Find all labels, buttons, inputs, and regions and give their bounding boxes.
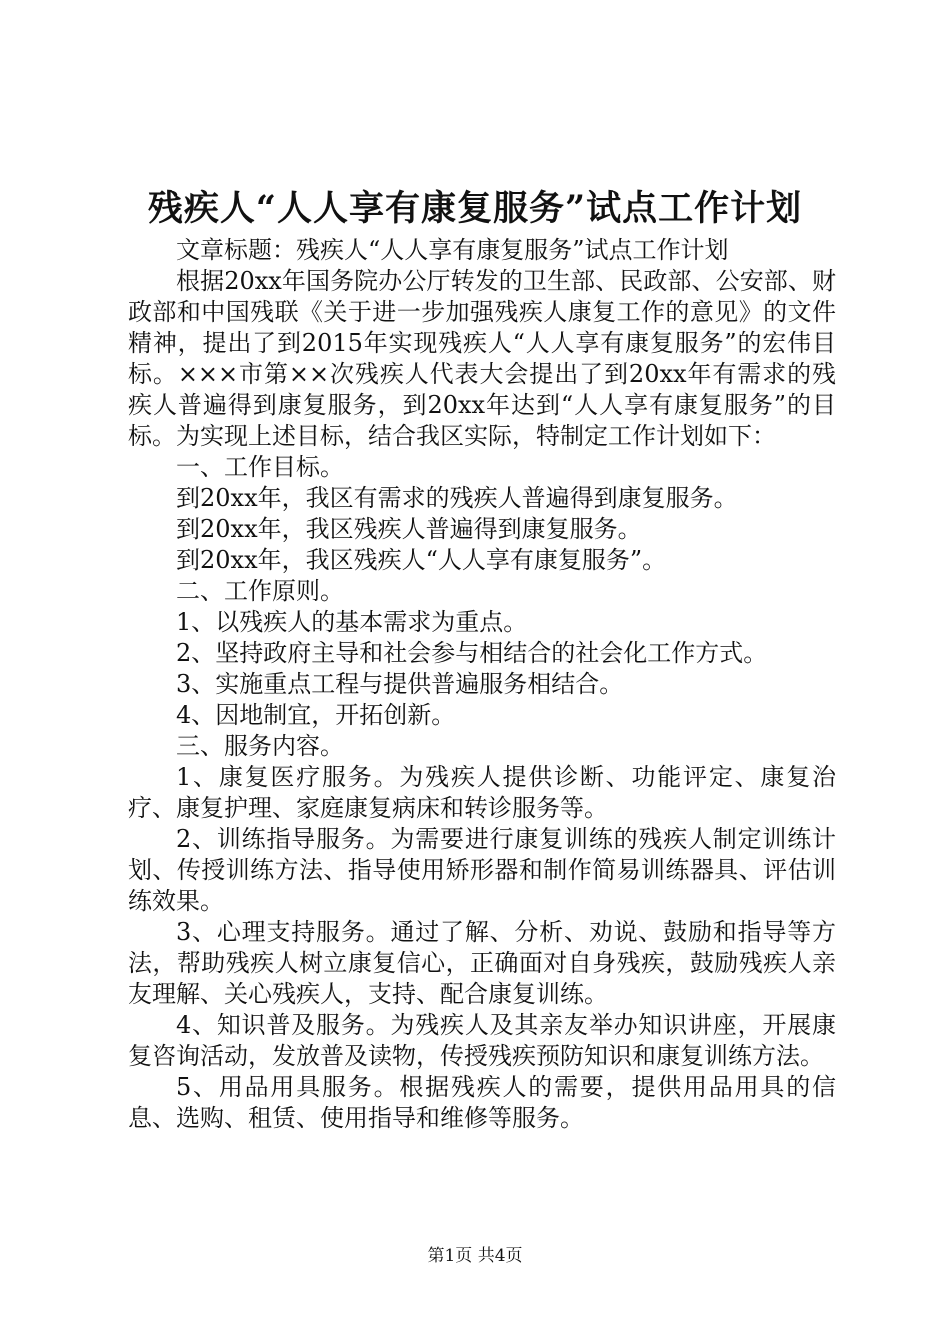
paragraph-service-5: 5、用品用具服务。根据残疾人的需要，提供用品用具的信息、选购、租赁、使用指导和维修等服务。 — [128, 1073, 836, 1132]
heading-service-content: 三、服务内容。 — [176, 732, 344, 760]
paragraph-intro: 根据20xx年国务院办公厅转发的卫生部、民政部、公安部、财政部和中国残联《关于进一步加强残疾人康复工作的意见》的文件精神，提出了到2015年实现残疾人“人人享有康复服务”的宏伟目标。×××市第××次残疾人代表大会提出了到20xx年有需求的残疾人普遍得到康复服务，到20xx年达到“人人享有康复服务”的目标。为实现上述目标，结合我区实际，特制定工作计划如下： — [128, 267, 836, 450]
document-body — [128, 235, 836, 1134]
paragraph-principle-1: 1、以残疾人的基本需求为重点。 — [176, 608, 528, 636]
paragraph-service-1: 1、康复医疗服务。为残疾人提供诊断、功能评定、康复治疗、康复护理、家庭康复病床和转诊服务等。 — [128, 763, 836, 822]
paragraph-principle-4: 4、因地制宜，开拓创新。 — [176, 701, 456, 729]
paragraph-principle-3: 3、实施重点工程与提供普遍服务相结合。 — [176, 670, 624, 698]
paragraph-service-3: 3、心理支持服务。通过了解、分析、劝说、鼓励和指导等方法，帮助残疾人树立康复信心，正确面对自身残疾，鼓励残疾人亲友理解、关心残疾人，支持、配合康复训练。 — [128, 918, 836, 1008]
paragraph-principle-2: 2、坚持政府主导和社会参与相结合的社会化工作方式。 — [176, 639, 768, 667]
paragraph-service-2: 2、训练指导服务。为需要进行康复训练的残疾人制定训练计划、传授训练方法、指导使用矫形器和制作简易训练器具、评估训练效果。 — [128, 825, 836, 915]
paragraph-service-4: 4、知识普及服务。为残疾人及其亲友举办知识讲座，开展康复咨询活动，发放普及读物，传授残疾预防知识和康复训练方法。 — [128, 1011, 836, 1070]
heading-work-principles: 二、工作原则。 — [176, 577, 344, 605]
paragraph-goal-2: 到20xx年，我区残疾人普遍得到康复服务。 — [176, 515, 642, 543]
paragraph-goal-3: 到20xx年，我区残疾人“人人享有康复服务”。 — [176, 546, 667, 574]
heading-work-goals: 一、工作目标。 — [176, 453, 344, 481]
paragraph-goal-1: 到20xx年，我区有需求的残疾人普遍得到康复服务。 — [176, 484, 738, 512]
page-number-footer: 第1页 共4页 — [427, 1246, 523, 1266]
paragraph-article-title: 文章标题：残疾人“人人享有康复服务”试点工作计划 — [176, 236, 729, 264]
document-title: 残疾人“人人享有康复服务”试点工作计划 — [147, 188, 803, 229]
